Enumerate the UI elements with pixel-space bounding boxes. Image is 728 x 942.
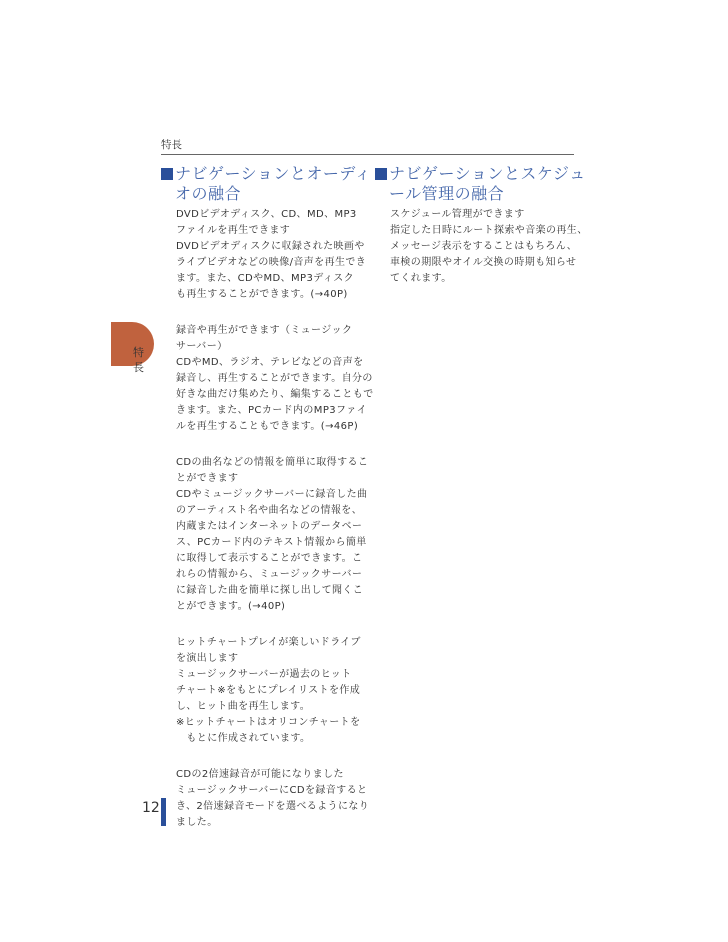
text-line: れらの情報から、ミュージックサーバー [176, 569, 363, 580]
text-line: とができます。(→40P) [176, 601, 286, 612]
page-number: 12 [142, 800, 160, 816]
feature-block [390, 207, 588, 287]
feature-block [176, 323, 374, 435]
square-bullet-icon [375, 168, 387, 180]
text-line: き、2倍速録音モードを選べるようになり [176, 801, 370, 812]
section-heading [161, 164, 371, 204]
text-line: スケジュール管理ができます [390, 209, 525, 220]
text-line: に録音した曲を簡単に探し出して聞くこ [176, 585, 364, 596]
side-tab-label [133, 345, 144, 375]
text-line: ファイルを再生できます [176, 225, 291, 236]
text-line: に取得して表示することができます。こ [176, 553, 363, 564]
text-line: ミュージックサーバーにCDを録音すると [176, 785, 368, 796]
text-line: のアーティスト名や曲名などの情報を、 [176, 505, 363, 516]
text-line: とができます [176, 473, 239, 484]
page-number-bar [161, 798, 166, 826]
text-line: ルを再生することもできます。(→46P) [176, 421, 359, 432]
text-line: 内蔵またはインターネットのデータベー [176, 521, 363, 532]
side-tab-char: 長 [133, 361, 144, 374]
text-line: CDの曲名などの情報を簡単に取得するこ [176, 457, 369, 468]
header-divider [161, 154, 574, 155]
left-column [161, 164, 374, 851]
text-line: ました。 [176, 817, 218, 828]
text-line: CDの2倍速録音が可能になりました [176, 769, 344, 780]
heading-line: ール管理の融合 [389, 184, 505, 203]
feature-list [375, 207, 588, 287]
feature-block [176, 635, 371, 747]
side-tab-char: 特 [133, 346, 144, 359]
heading-line: オの融合 [175, 184, 242, 203]
text-line: チャート※をもとにプレイリストを作成 [176, 685, 361, 696]
text-line: きます。また、PCカード内のMP3ファイ [176, 405, 368, 416]
text-line: CDやミュージックサーバーに録音した曲 [176, 489, 368, 500]
section-heading [375, 164, 586, 204]
text-line: し、ヒット曲を再生します。 [176, 701, 311, 712]
text-line: を演出します [176, 653, 239, 664]
text-line: ※ヒットチャートはオリコンチャートを [176, 717, 361, 728]
text-line: ス、PCカード内のテキスト情報から簡単 [176, 537, 367, 548]
feature-list [161, 207, 374, 831]
text-line: 録音し、再生することができます。自分の [176, 373, 373, 384]
text-line: 録音や再生ができます（ミュージック [176, 325, 353, 336]
feature-block [176, 207, 371, 303]
text-line: も再生することができます。(→40P) [176, 289, 348, 300]
text-line: メッセージ表示をすることはもちろん、 [390, 241, 578, 252]
section-header: 特長 [161, 139, 182, 151]
text-line: ヒットチャートプレイが楽しいドライブ [176, 637, 361, 648]
text-line: ミュージックサーバーが過去のヒット [176, 669, 352, 680]
text-line: CDやMD、ラジオ、テレビなどの音声を [176, 357, 364, 368]
text-line: もとに作成されています。 [176, 733, 311, 744]
text-line: 好きな曲だけ集めたり、編集することもで [176, 389, 374, 400]
feature-block [176, 455, 371, 615]
text-line: DVDビデオディスク、CD、MD、MP3 [176, 209, 357, 220]
heading-line: ナビゲーションとスケジュ [389, 164, 586, 183]
text-line: てくれます。 [390, 273, 452, 284]
text-line: サーバー） [176, 341, 228, 352]
text-line: ます。また、CDやMD、MP3ディスク [176, 273, 355, 284]
text-line: DVDビデオディスクに収録された映画や [176, 241, 365, 252]
text-line: 車検の期限やオイル交換の時期も知らせ [390, 257, 577, 268]
text-line: 指定した日時にルート探索や音楽の再生、 [390, 225, 588, 236]
feature-block [176, 767, 371, 831]
square-bullet-icon [161, 168, 173, 180]
right-column [375, 164, 588, 307]
heading-line: ナビゲーションとオーディ [175, 164, 372, 183]
text-line: ライブビデオなどの映像/音声を再生でき [176, 257, 367, 268]
